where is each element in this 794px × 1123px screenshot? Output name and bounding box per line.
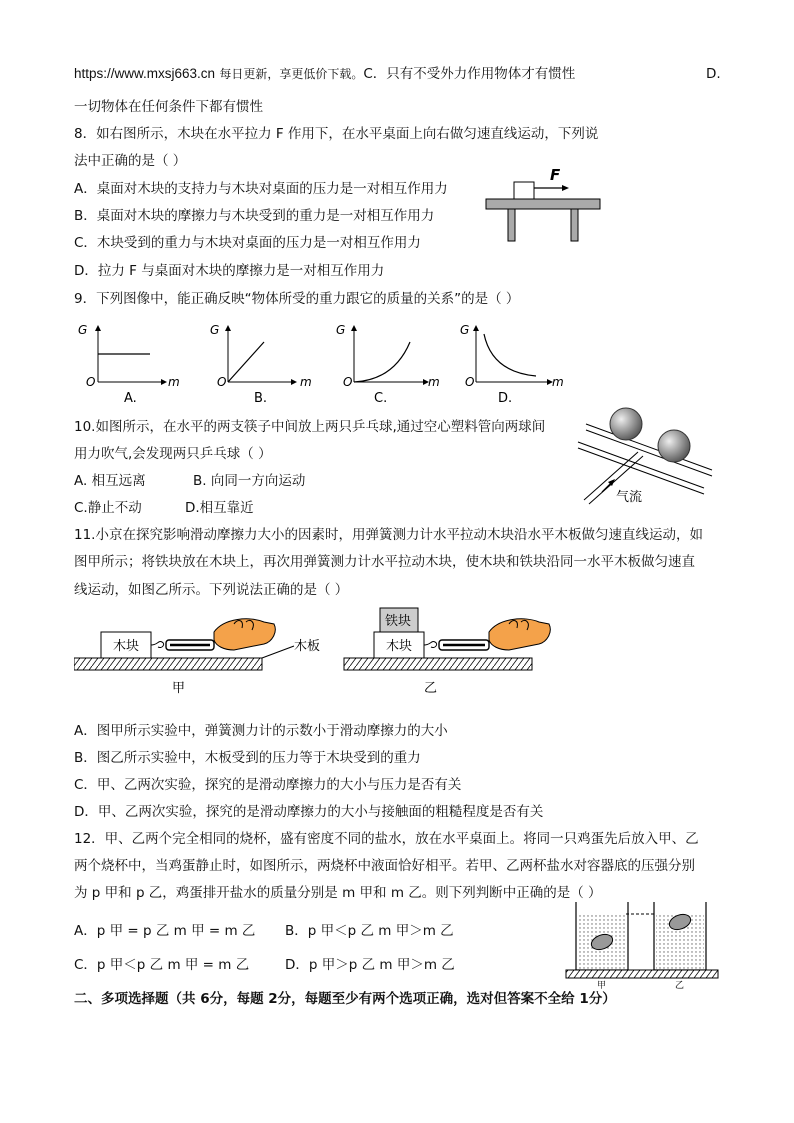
q7-option-d-text: 一切物体在任何条件下都有惯性: [74, 99, 263, 115]
q7-option-d-label: D.: [706, 66, 721, 82]
q12-beakers-figure: [562, 898, 722, 990]
q7-option-c: C．只有不受外力作用物体才有惯性: [363, 66, 576, 82]
svg-text:O: O: [217, 375, 227, 389]
svg-text:乙: 乙: [424, 681, 438, 696]
q11-figure-yi: [344, 608, 550, 696]
q11-option-a: A．图甲所示实验中，弹簧测力计的示数小于滑动摩擦力的大小: [74, 723, 448, 739]
q11-option-c: C．甲、乙两次实验，探究的是滑动摩擦力的大小与压力是否有关: [74, 777, 462, 793]
q8-option-c: C．木块受到的重力与木块对桌面的压力是一对相互作用力: [74, 235, 421, 251]
q11-stem-2: 图甲所示；将铁块放在木块上，再次用弹簧测力计水平拉动木块，使木块和铁块沿同一水平木板做匀速直: [74, 554, 695, 570]
q11-friction-figure: [74, 602, 554, 702]
q12-stem-1: 12．甲、乙两个完全相同的烧杯，盛有密度不同的盐水，放在水平桌面上。将同一只鸡蛋先后放入甲、乙: [74, 831, 699, 847]
q12-option-b: B．p 甲＜p 乙 m 甲＞m 乙: [285, 923, 454, 939]
svg-text:m: m: [552, 375, 564, 389]
q11-stem-3: 线运动，如图乙所示。下列说法正确的是（ ）: [74, 582, 349, 598]
q11-option-b: B．图乙所示实验中，木板受到的压力等于木块受到的重力: [74, 750, 421, 766]
q12-option-d: D．p 甲＞p 乙 m 甲＞m 乙: [285, 957, 455, 973]
header-line: [74, 65, 575, 83]
q10-pingpong-figure: [572, 398, 718, 510]
q11-option-d: D．甲、乙两次实验，探究的是滑动摩擦力的大小与接触面的粗糙程度是否有关: [74, 804, 544, 820]
q9-graph-b: [210, 323, 312, 406]
svg-text:木块: 木块: [386, 639, 413, 654]
q9-graph-c: [336, 323, 440, 406]
q9-graph-a: [78, 323, 180, 406]
svg-text:G: G: [78, 323, 88, 337]
q9-stem: 9．下列图像中，能正确反映“物体所受的重力跟它的质量的关系”的是（ ）: [74, 291, 520, 307]
svg-text:m: m: [300, 375, 312, 389]
svg-text:G: G: [460, 323, 470, 337]
q8-stem-2: 法中正确的是（ ）: [74, 153, 187, 169]
site-slogan: 每日更新，享更低价下载。: [219, 67, 364, 81]
site-url: https://www.mxsj663.cn: [74, 66, 216, 81]
svg-text:m: m: [168, 375, 180, 389]
q10-option-a: A. 相互远离: [74, 473, 146, 489]
q12-stem-2: 两个烧杯中，当鸡蛋静止时，如图所示，两烧杯中液面恰好相平。若甲、乙两杯盐水对容器底的压强分别: [74, 858, 695, 874]
q12-option-a: A．p 甲 = p 乙 m 甲 = m 乙: [74, 923, 256, 939]
svg-text:G: G: [336, 323, 346, 337]
q12-option-c: C．p 甲＜p 乙 m 甲 = m 乙: [74, 957, 250, 973]
q9-label-d: D.: [498, 391, 513, 406]
q9-label-b: B.: [254, 391, 268, 406]
q11-iron-label: 铁块: [385, 614, 412, 629]
q11-board-label: 木板: [294, 639, 321, 654]
q12-label-jia: 甲: [597, 981, 607, 990]
q10-stem-2: 用力吹气,会发现两只乒乓球（ ）: [74, 446, 272, 462]
svg-text:O: O: [465, 375, 475, 389]
q10-option-d: D.相互靠近: [185, 500, 254, 516]
q9-label-c: C.: [374, 391, 388, 406]
q10-stem-1: 10.如图所示，在水平的两支筷子中间放上两只乒乓球,通过空心塑料管向两球间: [74, 419, 546, 435]
q8-table-figure: [480, 164, 605, 246]
svg-text:木块: 木块: [113, 639, 140, 654]
svg-text:甲: 甲: [172, 681, 186, 696]
q8-option-d: D．拉力 F 与桌面对木块的摩擦力是一对相互作用力: [74, 263, 385, 279]
q9-label-a: A.: [124, 391, 137, 406]
q8-stem-1: 8．如右图所示，木块在水平拉力 F 作用下，在水平桌面上向右做匀速直线运动，下列说: [74, 126, 599, 142]
q10-airflow-label: 气流: [616, 490, 643, 505]
q8-option-b: B．桌面对木块的摩擦力与木块受到的重力是一对相互作用力: [74, 208, 435, 224]
q10-option-c: C.静止不动: [74, 500, 142, 516]
q8-option-a: A．桌面对木块的支持力与木块对桌面的压力是一对相互作用力: [74, 181, 448, 197]
q10-option-b: B. 向同一方向运动: [193, 473, 306, 489]
q12-stem-3: 为 p 甲和 p 乙，鸡蛋排开盐水的质量分别是 m 甲和 m 乙。则下列判断中正确的是（ ）: [74, 885, 602, 901]
q9-graphs: [74, 318, 574, 408]
q11-figure-jia: [74, 619, 275, 696]
svg-text:G: G: [210, 323, 220, 337]
q11-stem-1: 11.小京在探究影响滑动摩擦力大小的因素时，用弹簧测力计水平拉动木块沿水平木板做匀速直线运动，如: [74, 527, 703, 543]
section-2-title: 二、多项选择题（共 6分，每题 2分，每题至少有两个选项正确，选对但答案不全给 1分）: [74, 991, 616, 1007]
svg-text:m: m: [428, 375, 440, 389]
svg-text:O: O: [343, 375, 353, 389]
svg-text:O: O: [86, 375, 96, 389]
q9-graph-d: [460, 323, 564, 406]
q12-label-yi: 乙: [675, 981, 685, 990]
q8-force-label: F: [550, 166, 561, 184]
